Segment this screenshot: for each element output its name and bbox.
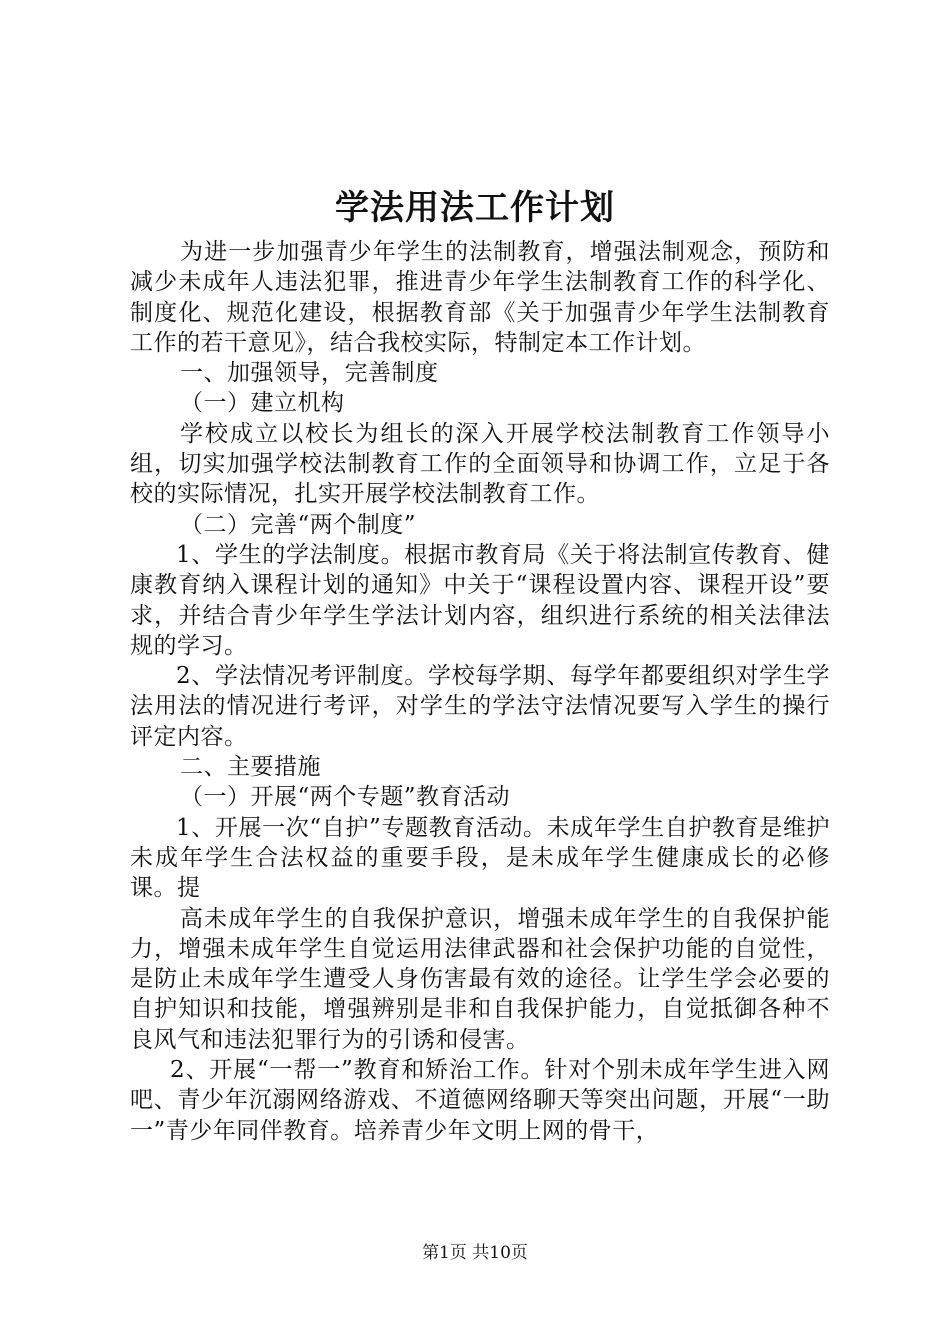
subsection-heading-2-1: （一）开展“两个专题”教育活动: [180, 784, 511, 811]
paragraph-intro: 为进一步加强青少年学生的法制教育，增强法制观念，预防和减少未成年人违法犯罪，推进青少年学生法制教育工作的科学化、制度化、规范化建设，根据教育部《关于加强青少年学生法制教育工作的若干意见》，结合我校实际，特制定本工作计划。: [130, 239, 830, 356]
page-footer: 第1页 共10页: [422, 1243, 528, 1263]
paragraph-self-protection-cont: 高未成年学生的自我保护意识，增强未成年学生的自我保护能力，增强未成年学生自觉运用法律武器和社会保护功能的自觉性，是防止未成年学生遭受人身伤害最有效的途径。让学生学会必要的自护知识和技能，增强辨别是非和自我保护能力，自觉抵御各种不良风气和违法犯罪行为的引诱和侵害。: [130, 905, 830, 1053]
subsection-heading-1-2: （二）完善“两个制度”: [180, 511, 417, 538]
document-body: [130, 237, 830, 1146]
section-heading-2: 二、主要措施: [180, 754, 321, 781]
paragraph-study-system: 1、学生的学法制度。根据市教育局《关于将法制宣传教育、健康教育纳入课程计划的通知》中关于“课程设置内容、课程开设”要求，并结合青少年学生学法计划内容，组织进行系统的相关法律法规的学习。: [130, 541, 830, 659]
paragraph-organization: 学校成立以校长为组长的深入开展学校法制教育工作领导小组，切实加强学校法制教育工作的全面领导和协调工作，立足于各校的实际情况，扎实开展学校法制教育工作。: [130, 420, 830, 508]
document-title: 学法用法工作计划: [335, 188, 615, 228]
paragraph-one-help-one: 2、开展“一帮一”教育和矫治工作。针对个别未成年学生进入网吧、青少年沉溺网络游戏、不道德网络聊天等突出问题，开展“一助一”青少年同伴教育。培养青少年文明上网的骨干，: [130, 1057, 830, 1144]
paragraph-evaluation-system: 2、学法情况考评制度。学校每学期、每学年都要组织对学生学法用法的情况进行考评，对学生的学法守法情况要写入学生的操行评定内容。: [130, 663, 830, 750]
section-heading-1: 一、加强领导，完善制度: [180, 360, 439, 387]
paragraph-self-protection: 1、开展一次“自护”专题教育活动。未成年学生自护教育是维护未成年学生合法权益的重要手段，是未成年学生健康成长的必修课。提: [130, 814, 830, 902]
subsection-heading-1-1: （一）建立机构: [180, 390, 345, 417]
